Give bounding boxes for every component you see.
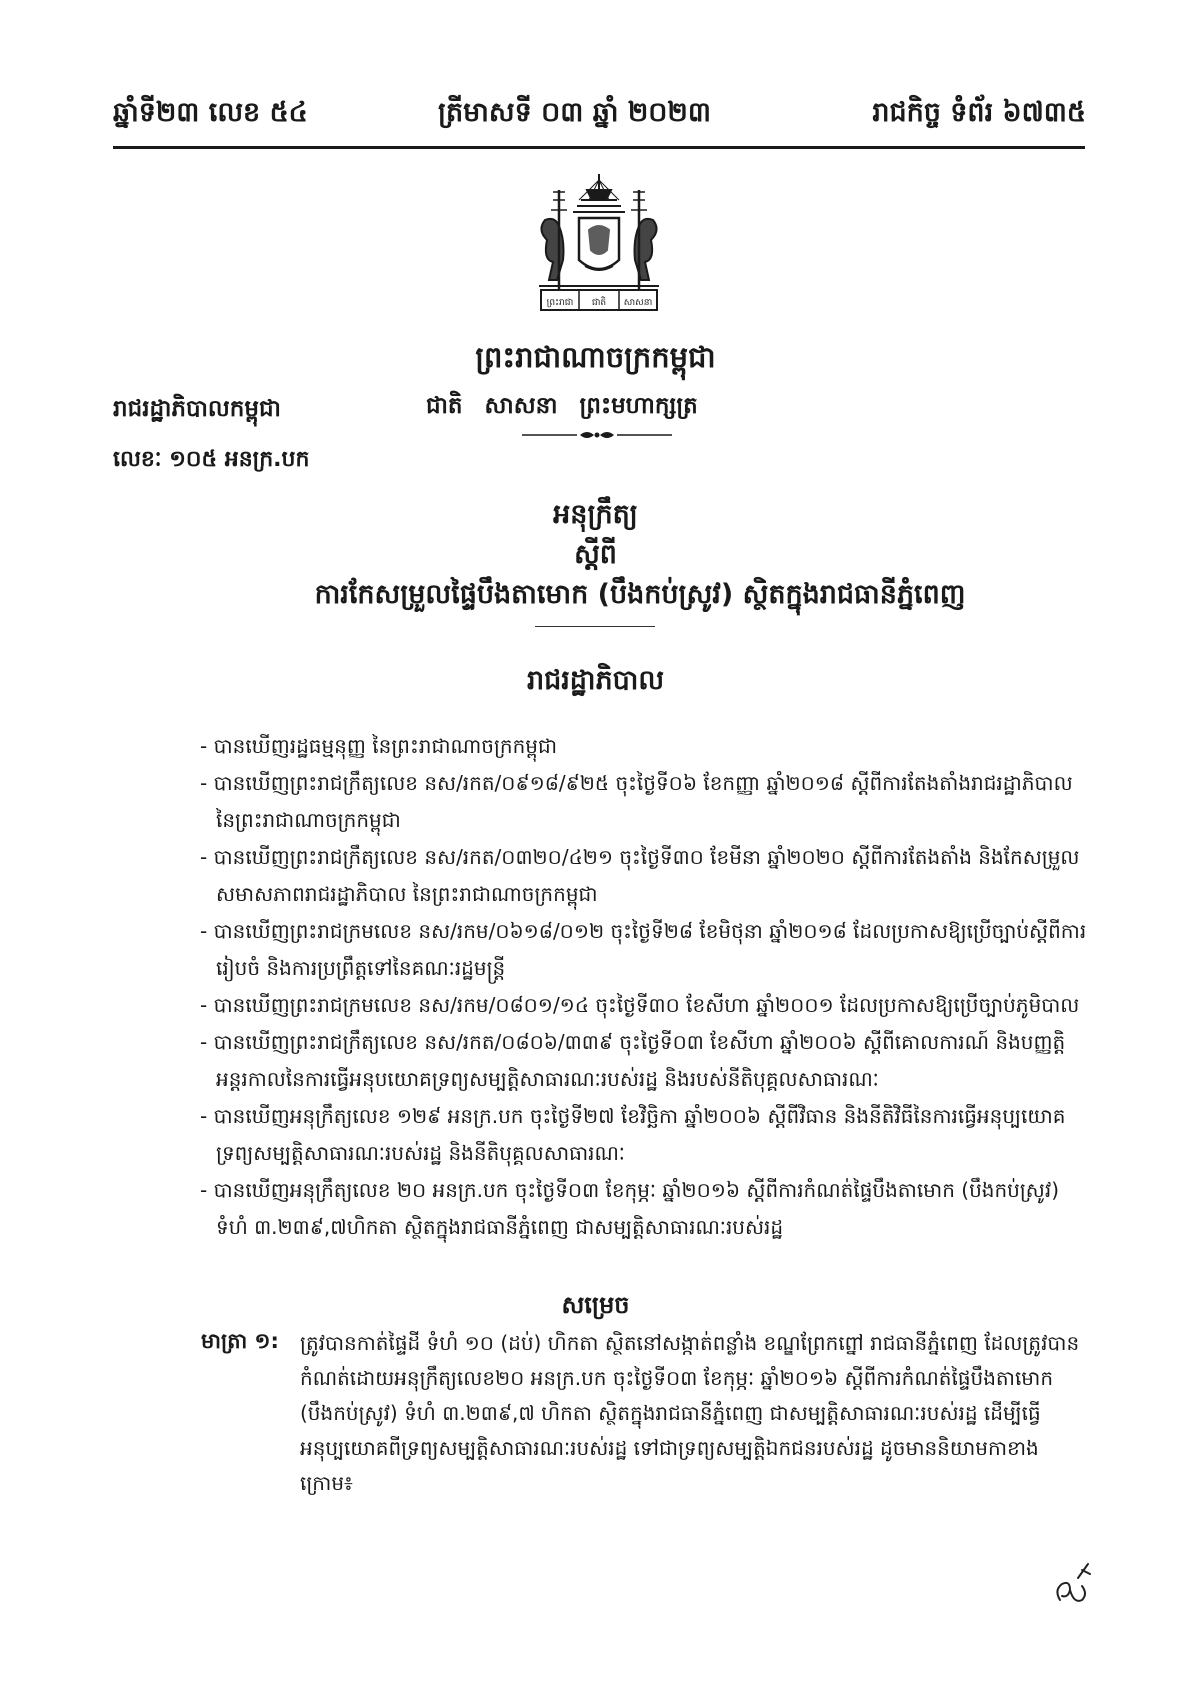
- visa-item: - បានឃើញព្រះរាជក្រឹត្យលេខ នស/រកត/០៩១៨/៩២៥ ចុះថ្ងៃទី០៦ ខែកញ្ញា ឆ្នាំ២០១៨ ស្ដីពីការតែងតាំងរាជរដ្ឋាភិបាល នៃព្រះរាជាណាចក្រកម្ពុជា: [200, 771, 1073, 832]
- visa-item: - បានឃើញអនុក្រឹត្យលេខ ២០ អនក្រ.បក ចុះថ្ងៃទី០៣ ខែកុម្ភៈ ឆ្នាំ២០១៦ ស្ដីពីការកំណត់ផ្ទៃបឹងតាមោក (បឹងកប់ស្រូវ) ទំហំ ៣.២៣៩,៧ហិកតា ស្ថិតក្នុងរាជធានីភ្នំពេញ ជាសម្បត្តិសាធារណៈរបស់រដ្ឋ: [200, 1178, 1059, 1239]
- ornament-divider-icon: [522, 428, 672, 442]
- visa-item: - បានឃើញអនុក្រឹត្យលេខ ១២៩ អនក្រ.បក ចុះថ្ងៃទី២៧ ខែវិច្ឆិកា ឆ្នាំ២០០៦ ស្ដីពីវិធាន និងនីតិវិធីនៃការធ្វើអនុប្បយោគទ្រព្យសម្បត្តិសាធារណៈរបស់រដ្ឋ និងនីតិបុគ្គលសាធារណៈ: [200, 1104, 1066, 1165]
- gazette-year-issue: ឆ្នាំទី២៣ លេខ ៥៤: [113, 97, 308, 128]
- gazette-quarter: ត្រីមាសទី ០៣ ឆ្នាំ ២០២៣: [438, 97, 711, 128]
- kingdom-name: ព្រះរាជាណាចក្រកម្ពុជា: [475, 340, 716, 374]
- title-underline: [535, 626, 655, 627]
- initials-text: ជ: [1048, 1560, 1049, 1561]
- decree-on-label: ស្ដីពី: [574, 539, 617, 570]
- decree-type-title: អនុក្រឹត្យ: [553, 499, 638, 530]
- visa-item: - បានឃើញព្រះរាជក្រមលេខ នស/រកម/០៨០១/១៤ ចុះថ្ងៃទី៣០ ខែសីហា ឆ្នាំ២០០១ ដែលប្រកាសឱ្យប្រើច្បាប់ភូមិបាល: [200, 993, 1080, 1017]
- issuer-heading: រាជរដ្ឋាភិបាល: [526, 665, 665, 696]
- visa-item: - បានឃើញរដ្ឋធម្មនុញ្ញ នៃព្រះរាជាណាចក្រកម្ពុជា: [200, 734, 558, 758]
- decree-subject: ការកែសម្រួលផ្ទៃបឹងតាមោក (បឹងកប់ស្រូវ) ស្ថិតក្នុងរាជធានីភ្នំពេញ: [314, 579, 966, 610]
- emblem-banner-center: ជាតិ: [591, 298, 607, 308]
- decision-heading: សម្រេច: [561, 1291, 630, 1319]
- article-1-text: ត្រូវបានកាត់ផ្ទៃដី ទំហំ ១០ (ដប់) ហិកតា ស្ថិតនៅសង្កាត់ពន្លាំង ខណ្ឌព្រែកព្នៅ រាជធានីភ្នំពេញ ដែលត្រូវបានកំណត់ដោយអនុក្រឹត្យលេខ២០ អនក្រ.បក ចុះថ្ងៃទី០៣ ខែកុម្ភៈ ឆ្នាំ២០១៦ ស្ដីពីការកំណត់ផ្ទៃបឹងតាមោក (បឹងកប់ស្រូវ) ទំហំ ៣.២៣៩,៧ ហិកតា ស្ថិតក្នុងរាជធានីភ្នំពេញ ជាសម្បត្តិសាធារណៈរបស់រដ្ឋ ដើម្បីធ្វើអនុប្បយោគពីទ្រព្យសម្បត្តិសាធារណៈរបស់រដ្ឋ ទៅជាទ្រព្យសម្បត្តិឯកជនរបស់រដ្ឋ ដូចមាននិយាមកាខាងក្រោម៖: [300, 1331, 1080, 1495]
- visa-item: - បានឃើញព្រះរាជក្រឹត្យលេខ នស/រកត/០៣២០/៤២១ ចុះថ្ងៃទី៣០ ខែមីនា ឆ្នាំ២០២០ ស្ដីពីការតែងតាំង និងកែសម្រួលសមាសភាពរាជរដ្ឋាភិបាល នៃព្រះរាជាណាចក្រកម្ពុជា: [200, 845, 1080, 906]
- emblem-banner-right: សាសនា: [623, 298, 653, 308]
- handwritten-initials-icon: [1048, 1560, 1094, 1620]
- visa-item: - បានឃើញព្រះរាជក្រឹត្យលេខ នស/រកត/០៨០៦/៣៣៩ ចុះថ្ងៃទី០៣ ខែសីហា ឆ្នាំ២០០៦ ស្ដីពីគោលការណ៍ និងបញ្ញត្តិអន្តរកាលនៃការធ្វើអនុបយោគទ្រព្យសម្បត្តិសាធារណៈរបស់រដ្ឋ និងរបស់នីតិបុគ្គលសាធារណៈ: [200, 1030, 1066, 1091]
- national-motto: ជាតិ សាសនា ព្រះមហាក្សត្រ: [426, 393, 698, 419]
- visa-list: [200, 728, 1090, 1246]
- visa-item: - បានឃើញព្រះរាជក្រមលេខ នស/រកម/០៦១៨/០១២ ចុះថ្ងៃទី២៨ ខែមិថុនា ឆ្នាំ២០១៨ ដែលប្រកាសឱ្យប្រើច្បាប់ស្ដីពីការរៀបចំ និងការប្រព្រឹត្តទៅនៃគណៈរដ្ឋមន្ត្រី: [200, 919, 1087, 980]
- article-1-label: មាត្រា ១:: [201, 1329, 279, 1353]
- gazette-page-number: រាជកិច្ច ទំព័រ ៦៧៣៥: [872, 97, 1086, 128]
- royal-emblem-icon: [519, 170, 679, 322]
- issuing-government: រាជរដ្ឋាភិបាលកម្ពុជា: [113, 396, 281, 422]
- emblem-banner-left: ព្រះរាជា: [546, 298, 574, 308]
- header-rule: [113, 146, 1085, 149]
- decree-reference-number: លេខៈ ១០៥ អនក្រ.បក: [113, 447, 310, 472]
